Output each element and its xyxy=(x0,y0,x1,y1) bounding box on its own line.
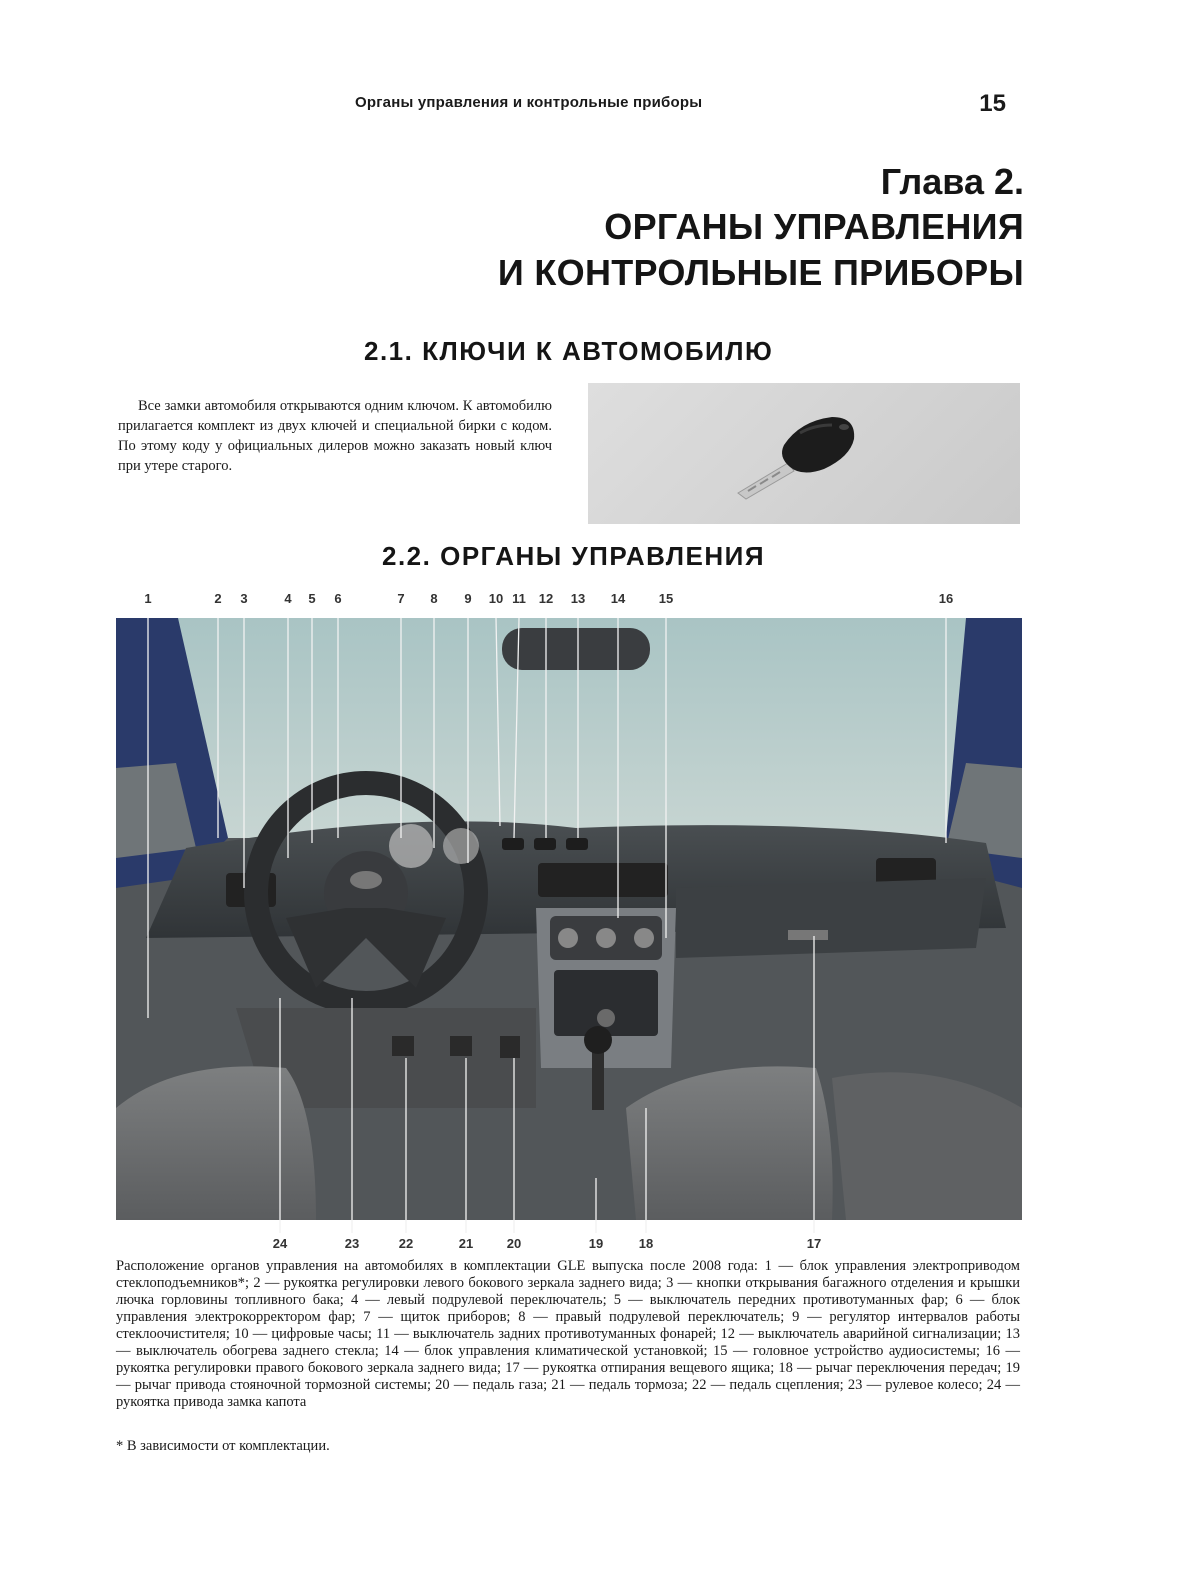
chapter-title xyxy=(498,160,1024,296)
callout-2: 2 xyxy=(214,591,222,606)
car-key-photo xyxy=(588,383,1020,524)
callout-21: 21 xyxy=(458,1236,474,1251)
callout-18: 18 xyxy=(638,1236,654,1251)
chapter-title-line-1: ОРГАНЫ УПРАВЛЕНИЯ xyxy=(604,206,1024,247)
callout-9: 9 xyxy=(464,591,472,606)
footnote: * В зависимости от комплектации. xyxy=(116,1438,330,1454)
chapter-number: Глава 2. xyxy=(880,161,1024,202)
running-head: Органы управления и контрольные приборы xyxy=(355,94,703,111)
callout-5: 5 xyxy=(308,591,316,606)
callout-7: 7 xyxy=(397,591,405,606)
callout-13: 13 xyxy=(570,591,586,606)
callout-17: 17 xyxy=(806,1236,822,1251)
callout-22: 22 xyxy=(398,1236,414,1251)
callout-numbers-top xyxy=(144,591,953,606)
dashboard-figure xyxy=(116,588,1022,1258)
callout-14: 14 xyxy=(610,591,626,606)
callout-10: 10 xyxy=(488,591,504,606)
chapter-title-line-2: И КОНТРОЛЬНЫЕ ПРИБОРЫ xyxy=(497,252,1024,293)
callout-16: 16 xyxy=(938,591,954,606)
callout-4: 4 xyxy=(284,591,292,606)
callout-24: 24 xyxy=(272,1236,288,1251)
callout-1: 1 xyxy=(144,591,152,606)
page-number: 15 xyxy=(979,90,1006,117)
callout-15: 15 xyxy=(658,591,674,606)
callout-23: 23 xyxy=(344,1236,360,1251)
section-heading-controls: 2.2. ОРГАНЫ УПРАВЛЕНИЯ xyxy=(382,541,766,571)
callout-11: 11 xyxy=(512,591,526,606)
callout-8: 8 xyxy=(430,591,438,606)
callout-numbers-bottom xyxy=(273,1236,821,1251)
section-heading-keys: 2.1. КЛЮЧИ К АВТОМОБИЛЮ xyxy=(364,336,774,366)
car-key-icon xyxy=(588,383,1020,524)
dashboard-illustration xyxy=(116,588,1022,1258)
callout-12: 12 xyxy=(538,591,554,606)
callout-19: 19 xyxy=(588,1236,604,1251)
callout-6: 6 xyxy=(334,591,342,606)
callout-20: 20 xyxy=(506,1236,522,1251)
figure-caption: Расположение органов управления на автомобилях в комплектации GLE выпуска после 2008 года: 1 — блок управления электроприводом стеклоподъемников*; 2 — рукоятка регулировки левого бокового зеркала заднего вида; 3 — кнопки открывания багажного отделения и крышки лючка горловины топливного бака; 4 — левый подрулевой переключатель; 5 — выключатель передних противотуманных фар; 6 — блок управления электрокорректором фар; 7 — щиток приборов; 8 — правый подрулевой переключатель; 9 — регулятор интервалов работы стеклоочистителя; 10 — цифровые часы; 11 — выключатель задних противотуманных фонарей; 12 — выключатель аварийной сигнализации; 13 — выключатель обогрева заднего стекла; 14 — блок управления климатической установкой; 15 — головное устройство аудиосистемы; 16 — рукоятка регулировки правого бокового зеркала заднего вида; 17 — рукоятка отпирания вещевого ящика; 18 — рычаг переключения передач; 19 — рычаг привода стояночной тормозной системы; 20 — педаль газа; 21 — педаль тормоза; 22 — педаль сцепления; 23 — рулевое колесо; 24 — рукоятка привода замка капота xyxy=(116,1258,1020,1410)
keys-paragraph: Все замки автомобиля открываются одним ключом. К автомобилю прилагается комплект из двух ключей и специальной бирки с кодом. По этому коду у официальных дилеров можно заказать новый ключ при утере старого. xyxy=(118,398,552,474)
callout-3: 3 xyxy=(240,591,248,606)
